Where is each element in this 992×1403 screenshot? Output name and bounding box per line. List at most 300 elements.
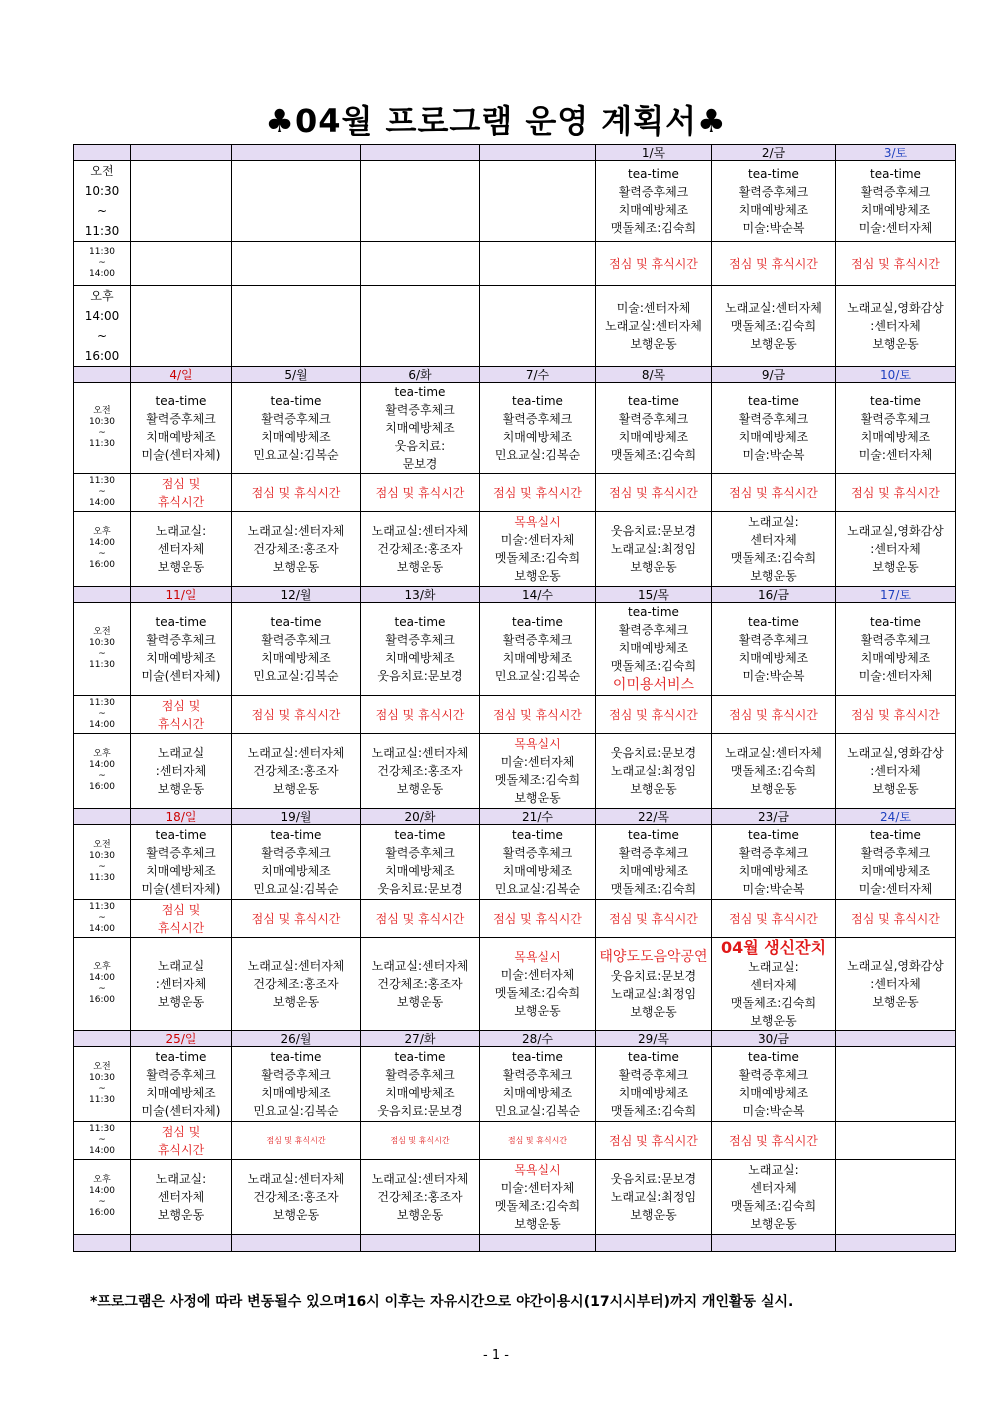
day-header: 21/수 xyxy=(480,809,596,825)
time-label-line: 오후 xyxy=(90,289,114,303)
time-label-line: ~ xyxy=(98,1197,106,1207)
day-header: 13/화 xyxy=(361,587,480,603)
day-header xyxy=(361,145,480,161)
time-label-line: 14:00 xyxy=(89,760,115,770)
pm-program xyxy=(836,286,956,367)
week-header-row xyxy=(74,1031,956,1047)
program-item: 노래교실,영화감상 xyxy=(847,301,944,315)
am-program xyxy=(232,383,361,474)
time-label xyxy=(74,696,131,734)
lunch-text: 점심 및 휴식시간 xyxy=(251,485,341,500)
am-program xyxy=(836,161,956,242)
lunch-row xyxy=(74,696,956,734)
program-item: tea-time xyxy=(270,394,322,408)
time-label-line: 10:30 xyxy=(84,184,120,198)
footer-cell xyxy=(74,1235,131,1252)
week-header-row xyxy=(74,145,956,161)
program-item: 미술:센터자체 xyxy=(500,1181,575,1195)
program-item: tea-time xyxy=(512,615,563,629)
day-header: 23/금 xyxy=(712,809,836,825)
day-header: 8/목 xyxy=(596,367,712,383)
lunch-text: 점심 및 휴식시간 xyxy=(609,1133,698,1148)
program-item: 노래교실:센터자체 xyxy=(605,319,702,333)
program-item: 치매예방체조 xyxy=(261,1086,331,1100)
program-item: 노래교실:최정임 xyxy=(610,542,697,556)
program-item: 목욕실시 xyxy=(514,737,561,751)
program-item: 보행운동 xyxy=(157,782,205,796)
program-item: 치매예방체조 xyxy=(261,651,331,665)
time-label xyxy=(74,512,131,587)
time-label-line: ~ xyxy=(98,1135,106,1145)
program-item: 보행운동 xyxy=(750,569,797,583)
time-label xyxy=(74,734,131,809)
program-item: 활력증후체크 xyxy=(261,846,331,860)
program-item: 보행운동 xyxy=(157,560,205,574)
program-item: 노래교실:최정임 xyxy=(610,987,697,1001)
program-item: 맷돌체조:김숙희 xyxy=(730,996,817,1010)
program-item: 미술:센터자체 xyxy=(858,882,933,896)
program-item: 활력증후체크 xyxy=(738,412,809,426)
program-item: 맷돌체조:김숙희 xyxy=(610,1104,697,1118)
program-item: :센터자체 xyxy=(155,977,207,991)
program-item: 맷돌체조:김숙희 xyxy=(610,448,697,462)
pm-program xyxy=(596,1160,712,1235)
time-label-line: ~ xyxy=(98,649,106,659)
lunch-cell xyxy=(480,242,596,286)
program-item: 센터자체 xyxy=(750,978,797,992)
time-label xyxy=(74,603,131,696)
program-item: 건강체조:홍조자 xyxy=(377,764,463,778)
time-label xyxy=(74,900,131,938)
program-item: tea-time xyxy=(394,615,446,629)
lunch-cell xyxy=(131,900,232,938)
program-item: tea-time xyxy=(628,167,679,181)
program-item: 활력증후체크 xyxy=(385,1068,455,1082)
program-item: 활력증후체크 xyxy=(261,412,331,426)
program-item: 노래교실:최정임 xyxy=(610,764,697,778)
program-item: 치매예방체조 xyxy=(860,203,931,217)
program-item: 건강체조:홍조자 xyxy=(253,542,339,556)
pm-program xyxy=(131,734,232,809)
day-header xyxy=(131,145,232,161)
program-item: 보행운동 xyxy=(396,1208,444,1222)
program-item: 미술:센터자체 xyxy=(500,755,575,769)
pm-program xyxy=(712,734,836,809)
program-item: 멧돌체조:김숙희 xyxy=(494,986,581,1000)
day-header: 18/일 xyxy=(131,809,232,825)
time-label-line: 11:30 xyxy=(89,247,115,257)
program-item: 맷돌체조:김숙희 xyxy=(730,1199,817,1213)
program-item: tea-time xyxy=(155,828,207,842)
day-header: 24/토 xyxy=(836,809,956,825)
program-item: 민요교실:김복순 xyxy=(494,1104,581,1118)
program-item: 미술:센터자체 xyxy=(500,533,575,547)
program-item: 치매예방체조 xyxy=(146,864,216,878)
am-program xyxy=(480,825,596,900)
lunch-text: 점심 및 휴식시간 xyxy=(493,485,582,500)
am-program xyxy=(712,603,836,696)
program-item: 노래교실:센터자체 xyxy=(725,301,822,315)
page-title: ♣04월 프로그램 운영 계획서♣ xyxy=(265,102,727,140)
program-item: 센터자체 xyxy=(157,1190,205,1204)
lunch-text: 점심 및 휴식시간 xyxy=(851,707,940,722)
program-item: 민요교실:김복순 xyxy=(494,882,581,896)
program-item: 노래교실,영화감상 xyxy=(847,959,944,973)
footer-cell xyxy=(596,1235,712,1252)
pm-program xyxy=(596,938,712,1031)
program-item: :센터자체 xyxy=(155,764,207,778)
time-label xyxy=(74,286,131,367)
time-label-line: 14:00 xyxy=(89,538,115,548)
pm-program xyxy=(232,286,361,367)
lunch-text: 점심 및 휴식시간 xyxy=(493,911,582,926)
am-program xyxy=(131,603,232,696)
pm-row xyxy=(74,512,956,587)
program-item: 노래교실:센터자체 xyxy=(247,524,345,538)
program-item: 노래교실: xyxy=(748,1163,799,1177)
lunch-cell xyxy=(232,474,361,512)
lunch-row xyxy=(74,242,956,286)
program-item: 치매예방체조 xyxy=(385,1086,455,1100)
time-label-line: ~ xyxy=(98,984,106,994)
time-label-line: 오후 xyxy=(93,527,111,537)
am-program xyxy=(232,825,361,900)
program-item: 미술(센터자체) xyxy=(141,1104,221,1118)
program-item: 활력증후체크 xyxy=(146,633,216,647)
pm-program xyxy=(232,1160,361,1235)
program-item: :센터자체 xyxy=(870,319,921,333)
program-item: 문보경 xyxy=(402,457,438,471)
time-label-line: ~ xyxy=(98,862,106,872)
program-item: 보행운동 xyxy=(872,560,919,574)
program-item: 활력증후체크 xyxy=(738,1068,809,1082)
program-item: 보행운동 xyxy=(630,337,677,351)
program-item: 활력증후체크 xyxy=(385,403,455,417)
time-label-line: 14:00 xyxy=(89,924,115,934)
program-item: 활력증후체크 xyxy=(738,185,809,199)
program-item: tea-time xyxy=(870,828,921,842)
program-item: tea-time xyxy=(748,394,799,408)
header-spacer xyxy=(74,145,131,161)
pm-program xyxy=(480,938,596,1031)
time-label-line: 16:00 xyxy=(89,782,115,792)
day-header: 19/월 xyxy=(232,809,361,825)
pm-program xyxy=(361,286,480,367)
pm-program xyxy=(361,734,480,809)
schedule-table xyxy=(73,144,956,1252)
program-item: 활력증후체크 xyxy=(502,633,573,647)
day-header: 9/금 xyxy=(712,367,836,383)
program-item: 보행운동 xyxy=(872,995,919,1009)
day-header: 7/수 xyxy=(480,367,596,383)
lunch-cell xyxy=(836,900,956,938)
program-item: 보행운동 xyxy=(514,1217,561,1231)
time-label xyxy=(74,474,131,512)
program-item: 센터자체 xyxy=(157,542,205,556)
am-program xyxy=(232,603,361,696)
lunch-text: 점심 및 휴식시간 xyxy=(729,707,818,722)
lunch-text: 점심 및 휴식시간 xyxy=(609,256,698,271)
program-item: 노래교실 xyxy=(157,746,205,760)
time-label-line: 11:30 xyxy=(89,476,115,486)
program-item: 치매예방체조 xyxy=(860,864,931,878)
program-item: 활력증후체크 xyxy=(146,1068,216,1082)
program-item: 활력증후체크 xyxy=(502,846,573,860)
program-item: 노래교실,영화감상 xyxy=(847,524,944,538)
day-header: 30/금 xyxy=(712,1031,836,1047)
program-item: 맷돌체조:김숙희 xyxy=(730,319,817,333)
time-label-line: ~ xyxy=(98,428,106,438)
pm-program xyxy=(232,734,361,809)
time-label-line: 오후 xyxy=(93,749,111,759)
am-program xyxy=(836,383,956,474)
time-label-line: 10:30 xyxy=(89,417,115,427)
time-label xyxy=(74,1160,131,1235)
lunch-text: 점심 및 휴식시간 xyxy=(851,256,940,271)
program-item: 활력증후체크 xyxy=(261,1068,331,1082)
time-label-line: 16:00 xyxy=(89,560,115,570)
am-program xyxy=(712,1047,836,1122)
program-item: 목욕실시 xyxy=(514,1163,561,1177)
lunch-text: 점심 및 휴식시간 xyxy=(375,911,465,926)
header-spacer xyxy=(74,367,131,383)
program-item: 활력증후체크 xyxy=(738,633,809,647)
lunch-cell xyxy=(596,1122,712,1160)
day-header: 14/수 xyxy=(480,587,596,603)
program-item: 치매예방체조 xyxy=(618,203,689,217)
time-label-line: 11:30 xyxy=(84,224,120,238)
program-item: tea-time xyxy=(394,385,446,399)
program-item: tea-time xyxy=(512,828,563,842)
am-program xyxy=(361,825,480,900)
program-item: tea-time xyxy=(628,828,679,842)
program-item: 보행운동 xyxy=(750,782,797,796)
lunch-cell xyxy=(361,696,480,734)
day-header: 26/월 xyxy=(232,1031,361,1047)
pm-program xyxy=(480,734,596,809)
day-header: 12/월 xyxy=(232,587,361,603)
program-item: 맷돌체조:김숙희 xyxy=(610,221,697,235)
program-item: 목욕실시 xyxy=(514,515,561,529)
program-item: 민요교실:김복순 xyxy=(253,669,339,683)
program-item: 미술:센터자체 xyxy=(858,669,933,683)
am-row xyxy=(74,603,956,696)
program-item: 치매예방체조 xyxy=(618,430,689,444)
am-program xyxy=(712,825,836,900)
lunch-cell xyxy=(131,474,232,512)
program-item: 노래교실: xyxy=(748,960,799,974)
am-row xyxy=(74,825,956,900)
day-header xyxy=(480,145,596,161)
lunch-cell xyxy=(712,696,836,734)
program-item: 목욕실시 xyxy=(514,950,561,964)
program-item: 보행운동 xyxy=(396,995,444,1009)
lunch-cell xyxy=(836,474,956,512)
program-item: tea-time xyxy=(155,394,207,408)
program-item: tea-time xyxy=(394,828,446,842)
day-header xyxy=(836,1031,956,1047)
lunch-cell xyxy=(712,900,836,938)
program-item: 치매예방체조 xyxy=(860,651,931,665)
program-item: :센터자체 xyxy=(870,977,921,991)
program-item: 치매예방체조 xyxy=(860,430,931,444)
pm-program xyxy=(712,938,836,1031)
time-label-line: 11:30 xyxy=(89,902,115,912)
am-program xyxy=(596,383,712,474)
am-program xyxy=(131,383,232,474)
time-label-line: ~ xyxy=(98,913,106,923)
pm-program xyxy=(712,512,836,587)
pm-program xyxy=(232,512,361,587)
program-item: 활력증후체크 xyxy=(146,412,216,426)
program-item: :센터자체 xyxy=(870,542,921,556)
lunch-text: 점심 및 휴식시간 xyxy=(729,1133,818,1148)
program-item: 치매예방체조 xyxy=(502,651,573,665)
program-item: 치매예방체조 xyxy=(738,1086,809,1100)
lunch-text: 휴식시간 xyxy=(157,494,205,509)
am-program xyxy=(480,161,596,242)
program-item: 보행운동 xyxy=(750,1014,797,1028)
program-item: 노래교실 xyxy=(157,959,205,973)
program-item: 웃음치료:문보경 xyxy=(610,746,697,760)
lunch-cell xyxy=(131,696,232,734)
table-footer-row xyxy=(74,1235,956,1252)
program-item: 활력증후체크 xyxy=(146,846,216,860)
time-label-line: 14:00 xyxy=(89,498,115,508)
pm-program xyxy=(480,512,596,587)
time-label-line: 14:00 xyxy=(89,269,115,279)
lunch-text: 점심 및 휴식시간 xyxy=(493,707,582,722)
lunch-cell xyxy=(712,1122,836,1160)
am-program xyxy=(361,1047,480,1122)
program-item: tea-time xyxy=(155,1050,207,1064)
program-item: 건강체조:홍조자 xyxy=(377,1190,463,1204)
time-label-line: 11:30 xyxy=(89,873,115,883)
program-item: 미술:센터자체 xyxy=(858,448,933,462)
pm-row xyxy=(74,938,956,1031)
pm-program xyxy=(232,938,361,1031)
day-header: 22/목 xyxy=(596,809,712,825)
program-item: 치매예방체조 xyxy=(618,1086,689,1100)
lunch-text: 휴식시간 xyxy=(157,1142,205,1157)
time-label-line: ~ xyxy=(98,1084,106,1094)
time-label-line: ~ xyxy=(98,258,106,268)
am-program xyxy=(480,383,596,474)
program-item: tea-time xyxy=(628,394,679,408)
program-item: 노래교실:센터자체 xyxy=(371,746,469,760)
lunch-cell xyxy=(131,242,232,286)
lunch-cell xyxy=(361,1122,480,1160)
program-item: 맷돌체조:김숙희 xyxy=(610,659,697,673)
program-item: tea-time xyxy=(748,615,799,629)
program-item: 노래교실,영화감상 xyxy=(847,746,944,760)
program-item: 활력증후체크 xyxy=(261,633,331,647)
am-row xyxy=(74,1047,956,1122)
program-item: 노래교실:센터자체 xyxy=(371,524,469,538)
am-program xyxy=(480,1047,596,1122)
program-item: 미술:박순복 xyxy=(742,669,805,683)
lunch-text: 점심 및 휴식시간 xyxy=(390,1135,450,1145)
program-item: 보행운동 xyxy=(157,1208,205,1222)
am-program xyxy=(712,383,836,474)
program-item: 치매예방체조 xyxy=(146,1086,216,1100)
lunch-cell xyxy=(480,696,596,734)
program-item: 노래교실:센터자체 xyxy=(725,746,822,760)
program-item: 맷돌체조:김숙희 xyxy=(610,882,697,896)
time-label-line: 10:30 xyxy=(89,1073,115,1083)
program-item: 웃음치료: xyxy=(394,439,446,453)
am-row xyxy=(74,161,956,242)
program-item: 민요교실:김복순 xyxy=(494,448,581,462)
am-program xyxy=(131,825,232,900)
program-item: 보행운동 xyxy=(872,782,919,796)
program-item: 치매예방체조 xyxy=(738,430,809,444)
pm-program xyxy=(480,286,596,367)
program-item: 웃음치료:문보경 xyxy=(610,524,697,538)
pm-program xyxy=(361,1160,480,1235)
pm-program xyxy=(836,734,956,809)
program-item: 치매예방체조 xyxy=(261,430,331,444)
program-item: tea-time xyxy=(270,615,322,629)
program-item: 보행운동 xyxy=(630,1208,677,1222)
program-item: 건강체조:홍조자 xyxy=(253,764,339,778)
program-item: 노래교실: xyxy=(748,515,799,529)
lunch-text: 점심 및 xyxy=(161,902,201,917)
time-label-line: 11:30 xyxy=(89,1124,115,1134)
day-header xyxy=(232,145,361,161)
lunch-cell xyxy=(836,696,956,734)
program-item: 멧돌체조:김숙희 xyxy=(494,1199,581,1213)
lunch-text: 점심 및 휴식시간 xyxy=(251,911,341,926)
am-program xyxy=(232,161,361,242)
program-item: 보행운동 xyxy=(272,995,320,1009)
program-item: tea-time xyxy=(628,605,679,619)
program-item: 보행운동 xyxy=(750,1217,797,1231)
week-header-row xyxy=(74,587,956,603)
pm-program xyxy=(836,1160,956,1235)
time-label-line: 14:00 xyxy=(84,309,120,323)
program-item: 보행운동 xyxy=(396,782,444,796)
program-item: 활력증후체크 xyxy=(738,846,809,860)
lunch-cell xyxy=(836,1122,956,1160)
pm-program xyxy=(596,286,712,367)
lunch-text: 점심 및 휴식시간 xyxy=(729,911,818,926)
program-item: tea-time xyxy=(748,167,799,181)
program-item: 민요교실:김복순 xyxy=(494,669,581,683)
program-item: 보행운동 xyxy=(872,337,919,351)
footer-cell xyxy=(361,1235,480,1252)
program-item: 치매예방체조 xyxy=(738,203,809,217)
program-item: 맷돌체조:김숙희 xyxy=(730,551,817,565)
day-header: 1/목 xyxy=(596,145,712,161)
time-label-line: 오전 xyxy=(93,406,111,416)
program-item: 웃음치료:문보경 xyxy=(377,1104,463,1118)
program-item: 건강체조:홍조자 xyxy=(253,977,339,991)
lunch-text: 점심 및 휴식시간 xyxy=(375,485,465,500)
am-program xyxy=(596,603,712,696)
lunch-text: 휴식시간 xyxy=(157,920,205,935)
program-item: 보행운동 xyxy=(630,560,677,574)
lunch-cell xyxy=(232,696,361,734)
time-label-line: ~ xyxy=(96,204,108,218)
program-item: 활력증후체크 xyxy=(860,185,931,199)
lunch-text: 점심 및 휴식시간 xyxy=(851,911,940,926)
time-label-line: 11:30 xyxy=(89,698,115,708)
program-item: 치매예방체조 xyxy=(146,651,216,665)
program-item: 활력증후체크 xyxy=(385,846,455,860)
footer-cell xyxy=(480,1235,596,1252)
program-item: 미술(센터자체) xyxy=(141,882,221,896)
